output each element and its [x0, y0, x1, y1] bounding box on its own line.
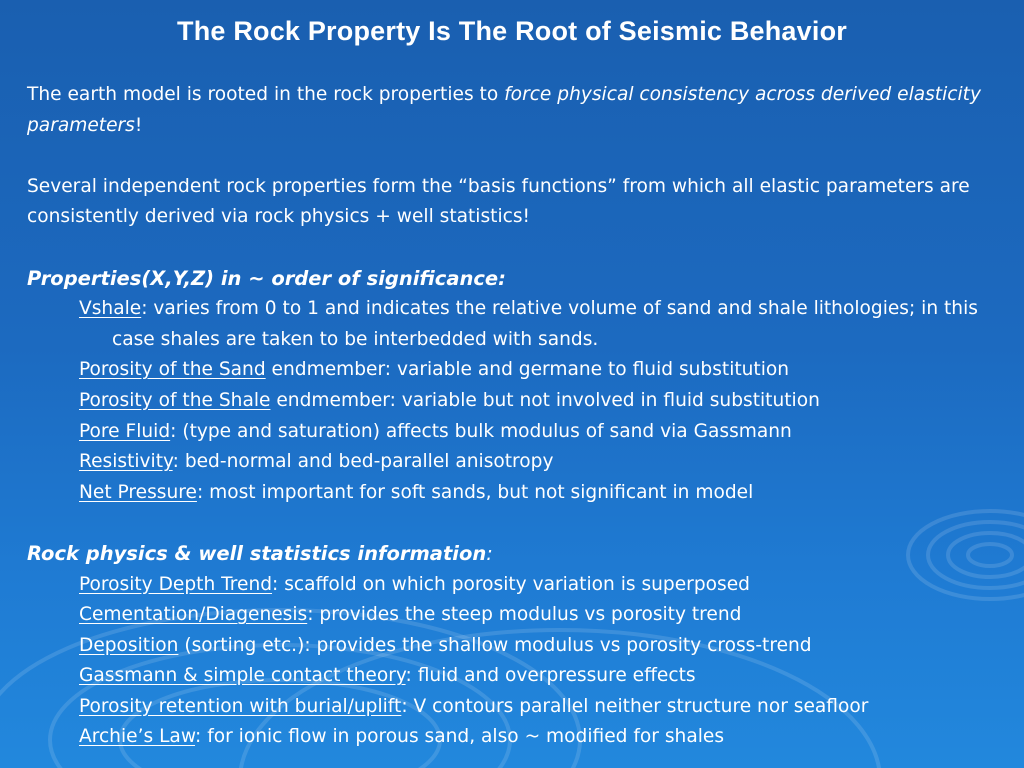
property-desc: : varies from 0 to 1 and indicates the relative volume of sand and shale lithologies; in this case shales are taken to be interbedded with sands.	[112, 298, 978, 350]
property-item	[79, 478, 1002, 509]
property-term: Porosity of the Shale	[79, 389, 271, 411]
property-desc: endmember: variable and germane to fluid substitution	[265, 359, 790, 381]
property-term: Resistivity	[79, 451, 173, 473]
slide-body	[27, 80, 1002, 753]
rockphysics-heading-colon: :	[486, 541, 493, 565]
rockphysics-item	[79, 661, 1002, 692]
rockphysics-desc: (sorting etc.): provides the shallow modulus vs porosity cross-trend	[178, 634, 812, 656]
rockphysics-term: Deposition	[79, 634, 179, 656]
basis-paragraph: Several independent rock properties form the “basis functions” from which all elastic parameters are consistently derived via rock physics + well statistics!	[27, 175, 970, 228]
rockphysics-desc: : fluid and overpressure effects	[405, 665, 696, 687]
rockphysics-heading	[27, 539, 1002, 570]
rockphysics-item	[79, 631, 1002, 662]
rockphysics-term: Porosity retention with burial/uplift	[79, 695, 402, 717]
property-item	[79, 355, 1002, 386]
rockphysics-desc: : for ionic flow in porous sand, also ~ modified for shales	[195, 726, 725, 748]
property-desc: : most important for soft sands, but not significant in model	[196, 481, 754, 503]
property-item	[79, 447, 1002, 478]
property-term: Porosity of the Sand	[79, 359, 266, 381]
rockphysics-term: Gassmann & simple contact theory	[79, 665, 406, 687]
rockphysics-item	[79, 570, 1002, 601]
intro-paragraph	[27, 80, 1002, 141]
property-desc: endmember: variable but not involved in fluid substitution	[270, 389, 820, 411]
property-term: Vshale	[79, 298, 142, 320]
rockphysics-desc: : provides the steep modulus vs porosity trend	[307, 604, 742, 626]
rockphysics-desc: : V contours parallel neither structure nor seafloor	[401, 695, 869, 717]
rockphysics-term: Porosity Depth Trend	[79, 573, 273, 595]
intro-emphasis: force physical consistency across derived elasticity parameters	[27, 84, 981, 136]
property-term: Pore Fluid	[79, 420, 171, 442]
rockphysics-desc: : scaffold on which porosity variation is superposed	[272, 573, 750, 595]
property-desc: : bed-normal and bed-parallel anisotropy	[172, 451, 554, 473]
rockphysics-heading-text: Rock physics & well statistics information	[27, 541, 487, 565]
rockphysics-item	[79, 692, 1002, 723]
rockphysics-term: Archie’s Law	[79, 726, 196, 748]
intro-tail: !	[134, 114, 143, 136]
intro-lead: The earth model is rooted in the rock properties to	[27, 84, 505, 105]
rockphysics-item	[79, 722, 1002, 753]
rockphysics-term: Cementation/Diagenesis	[79, 604, 308, 626]
rockphysics-item	[79, 600, 1002, 631]
property-item	[79, 386, 1002, 417]
property-item	[79, 294, 1002, 355]
property-item	[79, 417, 1002, 448]
properties-heading: Properties(X,Y,Z) in ~ order of significance:	[27, 266, 506, 290]
property-term: Net Pressure	[79, 481, 197, 503]
property-desc: : (type and saturation) affects bulk modulus of sand via Gassmann	[170, 420, 792, 442]
slide-title: The Rock Property Is The Root of Seismic Behavior	[177, 16, 847, 46]
